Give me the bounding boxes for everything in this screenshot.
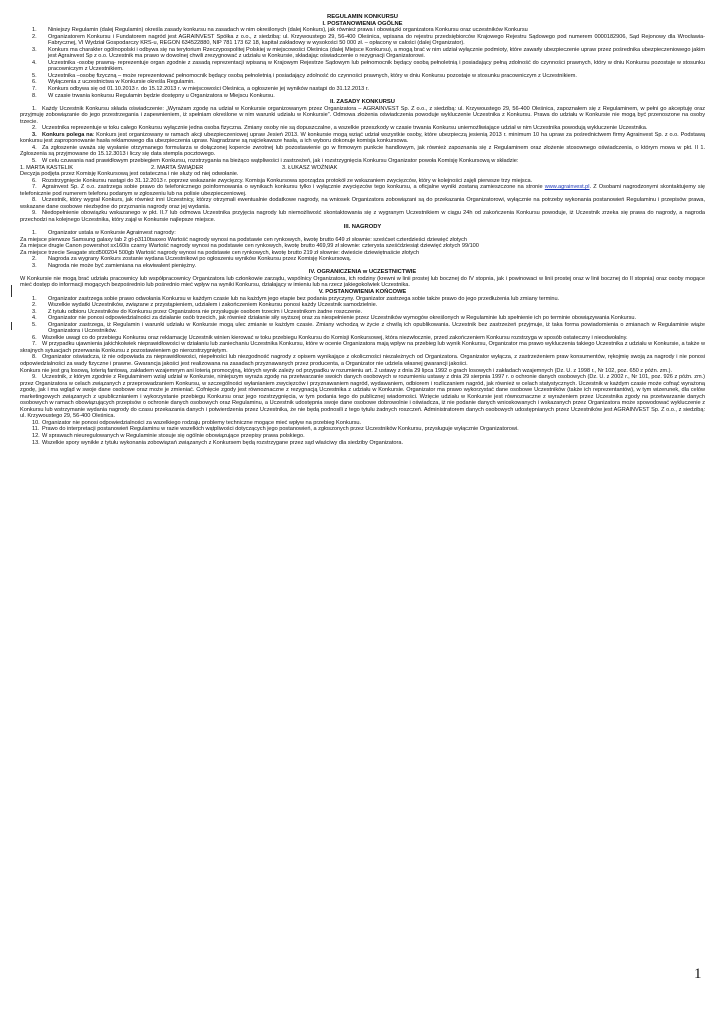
committee-member: 2. MARTA ŚWIĄDER <box>151 164 204 171</box>
item-number: 8. <box>32 92 37 99</box>
item-text: Nagroda za wygrany Konkurs zostanie wydana Uczestnikowi po ogłoszeniu wyników Konkursu przez Komisję Konkursową. <box>48 256 352 263</box>
paragraph-number: 1. <box>32 105 37 112</box>
paragraph-text: : Konkurs jest organizowany w ramach akcji ubezpieczeniowej upraw Jesień 2013. W konkursie mogą wziąć udział wszystkie osoby, które ubezpieczą jesienią 2013 r. minimum 10 ha upraw za pośrednictwem firmy Agrainvest Sp. z o.o. Podstawą konkursu jest zaproponowanie hasła reklamowego dla ubezpieczenia upraw. Nagradzane są najciekawsze hasła, a ich wyboru dokonuje komisja konkursowa. <box>20 131 705 145</box>
committee-decision: Decyzja podjęta przez Komisję Konkursową jest ostateczna i nie służy od niej odwołanie. <box>20 171 239 178</box>
paragraph-text: Za zgłoszenie uważa się wysłanie otrzymanego formularza w dołączonej kopercie zwrotnej lub pozostawienie go w firmowym punkcie handlowym, jak również zapoznania się z Regulaminem oraz złożenie stosownego oświadczenia, o którym mowa w pkt. II 1. Zgłoszenia są przyjmowane do 15.12.3013 i liczy się data stempla pocztowego. <box>20 144 705 158</box>
paragraph-text: Wszelkie uwagi co do przebiegu Konkursu oraz reklamację Uczestnik winien kierować w toku przebiegu Konkursu do Komisji Konkursowej, która niezwłocznie, przed zakończeniem Konkursu rozstrzyga w sposób ostateczny i nieodwołalny. <box>42 334 628 341</box>
item-text: Organizator zastrzega, iż Regulamin i warunki udziału w Konkursie mogą ulec zmianie w każdym czasie. Zmiany wchodzą w życie z chwilą ich opublikowania. Uczestnik bez zastrzeżeń przyjmuje, iż taka forma powiadomienia o zmianach w Regulaminie wiąże Organizatora i Uczestników. <box>48 321 705 335</box>
item-text: Organizatorem Konkursu i Fundatorem nagród jest AGRAINVEST Spółka z o.o., z siedzibą: ul. Krzywoustego 29, 56-400 Oleśnica, wpisana do rejestru przedsiębiorców Krajowego Rejestru Sądowego pod numerem 0000182906, Sąd Rejonowy dla Wrocławia-Fabrycznej, VI Wydział Gospodarczy KRS-u, REGON 634522880, NIP 781 173 62 18, kapitał zakładowy w wysokości 50 000 zł. – opłacony w całości (dalej Organizator). <box>48 33 705 47</box>
paragraph-number: 8. <box>32 197 37 204</box>
list-item <box>20 322 705 335</box>
rules-paragraph <box>20 184 705 197</box>
item-text: Z tytułu odbioru Uczestników do Konkursu przez Organizatora nie przysługuje osobom trzecim i Uczestnikom żadne roszczenie. <box>48 308 363 315</box>
list-item <box>20 230 705 237</box>
paragraph-text: Agrainvest Sp. Z o.o. zastrzega sobie prawo do telefonicznego poinformowania o wynikach konkursu tylko i wyłącznie zwycięzców tego konkursu, a oficjalne wyniki zostaną zamieszczone na stronie <box>42 184 545 191</box>
paragraph-number: 10. <box>32 419 40 426</box>
page-number: 1 <box>694 966 702 982</box>
margin-change-bar <box>11 322 12 330</box>
lottery-clause: Konkurs nie jest grą losową, loterią fantową, zakładem wzajemnym ani loterią promocyjną, których wynik zależy od przypadku w rozumieniu art. 2 ustawy z dnia 29 lipca 1992 o grach losowych i zakładach wzajemnych (Dz. U. z 1998 r., Nr 102, poz. 650 z późn. zm.). <box>20 367 673 374</box>
item-text: Uczestnika -osobę prawną- reprezentuje organ zgodnie z zasadą reprezentacji wpisaną w Krajowym Rejestrze Sądowym lub pełnomocnik będący osobą pełnoletnią i posiadający pełną zdolność do czynności prawnych, który w dniu Konkursu pozostaje w stosunku pracowniczym z Uczestnikiem. <box>48 59 705 73</box>
paragraph-text: Organizator nie ponosi odpowiedzialności za wszelkiego rodzaju problemy techniczne mogące mieć wpływ na przebieg Konkursu. <box>42 419 362 426</box>
paragraph-number: 4. <box>32 144 37 151</box>
final-paragraph <box>20 440 705 447</box>
paragraph-text: W sprawach nieuregulowanych w Regulaminie stosuje się ogólnie obowiązujące przepisy prawa polskiego. <box>42 433 305 439</box>
paragraph-text: Każdy Uczestnik Konkursu składa oświadczenie: „Wyrażam zgodę na udział w Konkursie organizowanym przez Organizatora – AGRAINVEST Sp. Z o.o., z siedzibą: ul. Krzywoustego 29, 56-400 Oleśnica, zapoznałem się z Regulaminem, w pełni go akceptuję oraz przyjmuję zobowiązanie do jego przestrzegania i zapewnieniem, iż spełniam określone w nim warunki udziału w Konkursie”. Odmowa złożenia oświadczenia powoduje wykluczenie Uczestnika z Konkursu. Prawa do udziału w Konkursie nie mogą być przenoszone na osoby trzecie. <box>20 105 705 125</box>
item-number: 1. <box>32 295 37 302</box>
section-heading-final: V. POSTANOWIENIA KOŃCOWE <box>318 288 407 295</box>
paragraph-text: Uczestnik, z którym zgodnie z Regulaminem wziął udział w Konkursie, niniejszym wyraża zgodę na przetwarzanie swoich danych osobowych w rozumieniu ustawy z dnia 29 sierpnia 1997 r. o ochronie danych osobowych (Dz. U. z 2002 r., Nr 101, poz. 926 z późn. zm.) przez Organizatora w celach związanych z przeprowadzaniem Konkursu, w szczególności wyłanianiem zwycięzców i przyznawaniem nagród, wydawaniem, odbiorem i rozliczaniem nagród, jak również w celach statystycznych. Uczestnik w każdym czasie może cofnąć wyrażoną zgodę, jak i ma wgląd w swoje dane osobowe oraz może je zmieniać. Cofnięcie zgody jest równoznaczne z rezygnacją Uczestnika z udziału w Konkursie. Organizator ma prawo wykorzystać dane osobowe Uczestników (także ich reprezentantów), w tym wizerunek, dla celów marketingowych związanych z upublicznianiem i wykorzystanie przebiegu Konkursu oraz jego rozstrzygnięcia, w tym podania tego do publicznej wiadomości. Wzięcie udziału w Konkursie jest równoznaczne z wyrażeniem przez Uczestnika zgody na przetwarzanie danych osobowych w ramach obowiązujących przepisów o ochronie danych osobowych oraz Regulaminu, a Uczestnik udostępnia swoje dane osobowe dobrowolnie i oświadcza, iż nie podanie danych wnioskowanych i wskazanych przez Organizatora może spowodować wykluczenie z Konkursu lub wstrzymanie wydania nagrody do czasu przekazania danych i potwierdzenia przez Uczestnika, że nie będą podnosili z tego tytułu żadnych roszczeń. Administratorem danych osobowych udostępnianych przez Uczestników jest AGRAINVEST Sp. Z o.o., z siedzibą: ul. Krzywoustego 29, 56-400 Oleśnica. <box>20 374 705 420</box>
item-number: 2. <box>32 33 37 40</box>
paragraph-number: 2. <box>32 125 37 132</box>
prize-line: Za miejsce trzecie Seagate stcd500204 500gb Wartość nagrody wynosi na podstawie cen rynkowych, kwotę brutto 219 zł słownie: dwieście dziewiętnaście złotych <box>20 249 420 256</box>
paragraph-label: Konkurs polega na <box>42 131 93 138</box>
prize-line: Za miejsce pierwsze Samsung galaxy tab 2 gt-p3110tsaxeo Wartość nagrody wynosi na podstawie cen rynkowych, kwotę brutto 649 zł słownie: sześćset czterdzieści dziewięć złotych <box>20 236 468 243</box>
paragraph-text: W przypadku ujawnienia jakichkolwiek nieprawidłowości w działaniu lub zaniechaniu Uczestnika Konkursu, które w ocenie Organizatora mają wpływ na przebieg lub wynik Konkursu, Organizator ma prawo wykluczenia takiego Uczestnika z udziału w Konkursie, a także w skrajnych sytuacjach przerwania Konkursu z pozostawieniem go nierozstrzygniętym. <box>20 341 705 354</box>
item-text: Organizator ustala w Konkursie Agrainvest nagrody: <box>48 230 176 237</box>
item-number: 1. <box>32 27 37 34</box>
paragraph-number: 13. <box>32 439 40 446</box>
item-number: 6. <box>32 79 37 86</box>
paragraph-number: 9. <box>32 210 37 217</box>
committee-member: 1. MARTA KASTELIK <box>20 164 73 171</box>
list-item <box>20 263 705 270</box>
item-text: Niniejszy Regulamin (dalej Regulamin) określa zasady konkursu na zasadach w nim określonych (dalej Konkurs), jak również prawa i obowiązki organizatora Konkursu oraz uczestników Konkursu <box>48 27 528 34</box>
paragraph-number: 5. <box>32 158 37 165</box>
item-text: Organizator zastrzega sobie prawo odwołania Konkursu w każdym czasie lub na każdym jego etapie bez podania przyczyny. Organizator zastrzega sobie także prawo do jego przedłużenia lub zmiany terminu. <box>48 295 560 302</box>
committee-members <box>20 165 705 172</box>
item-number: 7. <box>32 86 37 93</box>
margin-change-bar <box>11 285 12 297</box>
paragraph-text: Wszelkie spory wynikłe z tytułu wykonania zobowiązań związanych z Konkursem będą rozstrzygane przez sąd właściwy dla siedziby Organizatora. <box>42 439 403 446</box>
committee-member: 3. ŁUKASZ WOŹNIAK <box>282 164 338 171</box>
section-heading-rules: II. ZASADY KONKURSU <box>330 99 395 106</box>
item-number: 2. <box>32 256 37 263</box>
restrictions-text: W Konkursie nie mogą brać udziału pracownicy lub współpracownicy Organizatora lub członkowie zarządu, wspólnicy Organizatora, ich rodziny (krewni w linii prostej lub bocznej do IV stopnia, jak i powinowaci w linii prostej oraz w linii bocznej do II stopnia) oraz osoby mogące mieć dostęp do informacji mogących bezpośrednio lub pośrednio mieć wpływ na wyniki Konkursu, działający w imieniu lub na rzecz jakiegokolwiek Uczestnika. <box>20 275 705 289</box>
document-title: REGULAMIN KONKURSU <box>327 14 398 20</box>
paragraph-number: 9. <box>32 374 37 381</box>
paragraph-text: Niedopełnienie obowiązku wskazanego w pkt. II.7 lub odmowa Uczestnika przyjęcia nagrody lub niemożliwość skontaktowania się z wygranym Uczestnikiem w ciągu 24h od zakończenia Konkursu powoduje, iż Uczestnik zrzeka się prawa do nagrody, a nagroda przechodzi na kolejnego Uczestnika, który zajął w Konkursie najlepsze miejsce. <box>20 210 705 223</box>
final-paragraph <box>20 374 705 420</box>
document-page <box>20 14 705 446</box>
list-item <box>20 34 705 47</box>
item-number: 4. <box>32 59 37 66</box>
paragraph-text: Uczestnik, który wygrał Konkurs, jak również inni Uczestnicy, którzy otrzymali ewentualnie dodatkowe nagrody, na wniosek Organizatora zobowiązani są do przekazania Organizatorowi, wyłącznie na potrzeby wykonania postanowień Regulaminu i przepisów prawa, wskazane dane osobowe niezbędne do przyznania nagrody oraz jej wydania. <box>20 197 705 210</box>
item-number: 3. <box>32 308 37 315</box>
list-item <box>20 47 705 60</box>
paragraph-text: Prawo do interpretacji postanowień Regulaminu w razie wszelkich wątpliwości dotyczących jego postanowień, a zgłoszonych przez Uczestników Konkursu, przysługuje wyłącznie Organizatorowi. <box>42 426 519 433</box>
paragraph-number: 7. <box>32 184 37 191</box>
paragraph-number: 6. <box>32 177 37 184</box>
item-number: 4. <box>32 315 37 322</box>
item-number: 2. <box>32 302 37 309</box>
section-heading-general: I. POSTANOWIENIA OGÓLNE <box>322 20 403 27</box>
paragraph-number: 7. <box>32 341 37 348</box>
paragraph-number: 8. <box>32 354 37 361</box>
section-general-list <box>20 27 705 99</box>
paragraph-text: Organizator oświadcza, iż nie odpowiada za nieprawidłowości, niepełności lub niezgodność nagrody z opisem wynikające z okoliczności niezależnych od Organizatora. Organizator wyłącza, z zastrzeżeniem praw konsumentów, rękojmię swoją za nagrody i nie ponosi odpowiedzialności za wady fizyczne i prawne. Gwarancja jakości jest realizowana na zasadach przyznawanych przez producenta, a Organizator nie udziela własnej gwarancji jakości. <box>20 354 705 367</box>
item-text: Wszelkie wydatki Uczestników, związane z przystąpieniem, udziałem i zakończeniem Konkursu ponosi każdy Uczestnik samodzielnie. <box>48 302 378 309</box>
rules-paragraph <box>20 132 705 145</box>
paragraph-number: 3. <box>32 131 37 138</box>
paragraph-number: 12. <box>32 433 40 439</box>
paragraph-text: Uczestnika reprezentuje w toku całego Konkursu wyłącznie jedna osoba fizyczna. Zmiany osoby nie są dopuszczalne, a wszelkie przeszkody w czasie trwania Konkursu uniemożliwiające udział w nim Uczestnika powodują wykluczenie Uczestnika. <box>42 125 648 132</box>
item-text: Organizator nie ponosi odpowiedzialności za działanie osób trzecich, jak również działanie siły wyższej oraz za niespełnienie przez Uczestników wymogów określonych w Regulaminie lub spełnienie ich po terminie obowiązywania Konkursu. <box>48 315 636 322</box>
final-paragraph <box>20 354 705 367</box>
list-item <box>20 60 705 73</box>
paragraph-number: 11. <box>32 426 40 433</box>
item-text: Konkurs odbywa się od 01.10.2013 r. do 15.12.2013 r. w miejscowości Oleśnica, a ogłoszenie jej wyników nastąpi do 31.12.2013 r. <box>48 86 369 93</box>
paragraph-text: . Z Osobami nagrodzonymi skontaktujemy się telefonicznie pod numerem telefonu podanym w zgłoszeniu lub na polisie ubezpieczeniowej. <box>20 184 705 197</box>
item-text: W czasie trwania konkursu Regulamin będzie dostępny u Organizatora w Miejscu Konkursu. <box>48 92 275 99</box>
final-paragraph <box>20 341 705 354</box>
item-number: 3. <box>32 262 37 269</box>
paragraph-text: W celu czuwania nad prawidłowym przebiegiem Konkursu, rozstrzygania na bieżąco wątpliwości i zastrzeżeń, jak i rozstrzygnięcia Konkursu Organizator powoła Komisję Konkursową w składzie: <box>42 158 519 165</box>
item-number: 3. <box>32 46 37 53</box>
website-link[interactable]: www.agrainvest.pl <box>544 184 590 191</box>
item-text: Uczestnika –osobę fizyczną – może reprezentować pełnomocnik będący osobą pełnoletnią i posiadający zdolność do czynności prawnych, który w dniu Konkursu pozostaje w stosunku pracowniczym z Uczestnikiem. <box>48 72 577 79</box>
prize-line: Za miejsce drugie Canon powershot sx160is czarny Wartość nagrody wynosi na podstawie cen rynkowych, kwotę brutto 469,99 zł słownie: czterysta sześćdziesiąt dziewięć złotych 99/100 <box>20 243 479 250</box>
item-text: Nagroda nie może być zamieniana na ekwiwalent pieniężny. <box>48 262 197 269</box>
item-text: Wyłączenia z uczestnictwa w Konkursie określa Regulamin. <box>48 79 195 86</box>
rules-paragraph <box>20 106 705 126</box>
paragraph-text: Rozstrzygnięcie Konkursu nastąpi do 31.12.2013 r. poprzez wskazanie zwycięzcy. Komisja Konkursowa sporządza protokół ze wskazaniem zwycięzców, który w kolejności zajęli pierwsze trzy miejsca. <box>42 177 533 184</box>
rules-paragraph <box>20 145 705 158</box>
item-text: Konkurs ma charakter ogólnopolski i odbywa się na terytorium Rzeczypospolitej Polskiej w miejscowości Oleśnica (dalej Miejsce Konkursu), a mogą brać w nim udział wyłącznie podmioty, które zawarły ubezpieczenie upraw przez pośrednika ubezpieczeniowego jakim jest Agrainvest Sp z o.o. Uczestnik ma prawo w dowolnej chwili zrezygnować z udziału w Konkursie, składając oświadczenie o rezygnacji Organizatorowi. <box>48 46 705 60</box>
item-number: 5. <box>32 321 37 328</box>
section-heading-prizes: III. NAGRODY <box>343 223 382 230</box>
rules-paragraph <box>20 197 705 210</box>
section-heading-restrictions: IV. OGRANICZENIA w UCZESTNICTWIE <box>308 269 417 276</box>
list-item <box>20 93 705 100</box>
rules-paragraph <box>20 210 705 223</box>
paragraph-number: 6. <box>32 334 37 341</box>
item-number: 5. <box>32 72 37 79</box>
item-number: 1. <box>32 230 37 237</box>
